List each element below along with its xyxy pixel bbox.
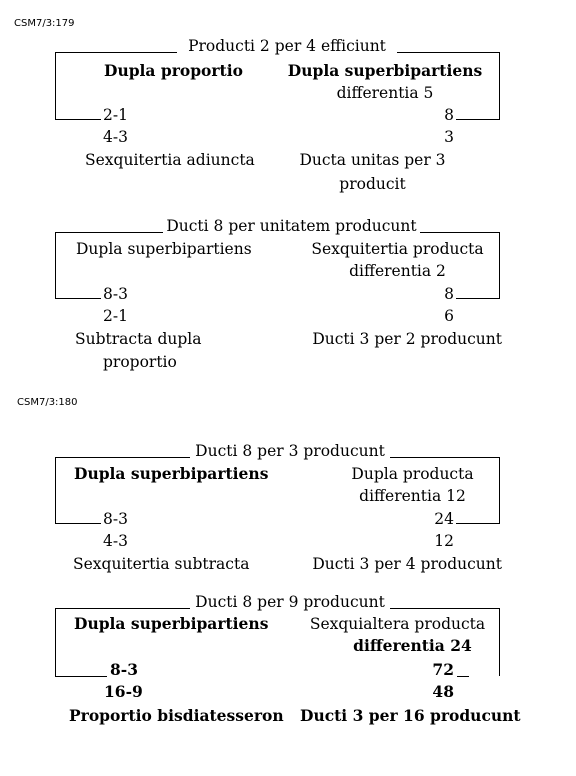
right-number: 72 — [432, 660, 454, 679]
right-caption: producit — [339, 175, 406, 193]
diagram-title: Ducti 8 per 3 producunt — [195, 442, 385, 460]
left-caption: Subtracta dupla — [75, 330, 202, 348]
left-caption: Proportio bisdiatesseron — [69, 706, 284, 725]
bracket-right — [499, 232, 500, 298]
left-caption: Sexquitertia adiuncta — [85, 151, 255, 169]
left-ratio: 16-9 — [104, 682, 143, 701]
bracket-top-left — [55, 232, 163, 233]
bracket-top-right — [420, 232, 500, 233]
bracket-bottom-left — [55, 676, 107, 677]
bracket-bottom-right — [456, 298, 500, 299]
left-ratio: 4-3 — [103, 128, 128, 146]
page-reference: CSM7/3:179 — [14, 18, 75, 29]
bracket-top-right — [390, 457, 500, 458]
bracket-bottom-right — [457, 676, 469, 677]
bracket-left — [55, 232, 56, 298]
bracket-bottom-left — [55, 119, 101, 120]
bracket-top-left — [55, 52, 177, 53]
left-ratio: 8-3 — [103, 285, 128, 303]
diagram-title: Producti 2 per 4 efficiunt — [188, 37, 386, 55]
right-number: 3 — [444, 128, 454, 146]
right-number: 8 — [444, 285, 454, 303]
right-header: Dupla superbipartiens — [287, 61, 483, 80]
right-number: 48 — [432, 682, 454, 701]
left-ratio: 8-3 — [110, 660, 139, 679]
bracket-left — [55, 52, 56, 119]
page-reference: CSM7/3:180 — [17, 397, 78, 408]
right-header: Sexquialtera producta — [309, 615, 486, 633]
bracket-top-left — [55, 608, 190, 609]
right-header: Sexquitertia producta — [311, 240, 484, 258]
bracket-bottom-left — [55, 523, 101, 524]
right-header: differentia 12 — [359, 487, 466, 505]
left-ratio: 2-1 — [103, 307, 128, 325]
right-caption: Ducta unitas per 3 — [299, 151, 446, 169]
right-header: differentia 5 — [336, 84, 434, 102]
bracket-bottom-left — [55, 298, 101, 299]
left-ratio: 2-1 — [103, 106, 128, 124]
left-ratio: 8-3 — [103, 510, 128, 528]
bracket-right — [499, 608, 500, 676]
left-caption: Sexquitertia subtracta — [73, 555, 250, 573]
left-header: Dupla superbipartiens — [74, 614, 269, 633]
right-header: differentia 24 — [353, 636, 472, 655]
right-number: 8 — [444, 106, 454, 124]
bracket-left — [55, 457, 56, 523]
bracket-top-right — [390, 608, 500, 609]
left-header: Dupla superbipartiens — [74, 464, 269, 483]
left-caption: proportio — [103, 353, 177, 371]
diagram-title: Ducti 8 per 9 producunt — [195, 593, 385, 611]
right-number: 12 — [434, 532, 454, 550]
left-header: Dupla superbipartiens — [76, 240, 252, 258]
right-caption: Ducti 3 per 4 producunt — [312, 555, 502, 573]
bracket-top-left — [55, 457, 190, 458]
bracket-right — [499, 457, 500, 523]
bracket-bottom-right — [456, 523, 500, 524]
right-caption: Ducti 3 per 2 producunt — [312, 330, 502, 348]
right-caption: Ducti 3 per 16 producunt — [300, 706, 521, 725]
bracket-top-right — [397, 52, 500, 53]
right-number: 6 — [444, 307, 454, 325]
right-header: Dupla producta — [351, 465, 474, 483]
right-number: 24 — [434, 510, 454, 528]
bracket-bottom-right — [456, 119, 500, 120]
bracket-left — [55, 608, 56, 676]
right-header: differentia 2 — [349, 262, 446, 280]
diagram-title: Ducti 8 per unitatem producunt — [166, 217, 417, 235]
left-header: Dupla proportio — [104, 61, 243, 80]
left-ratio: 4-3 — [103, 532, 128, 550]
